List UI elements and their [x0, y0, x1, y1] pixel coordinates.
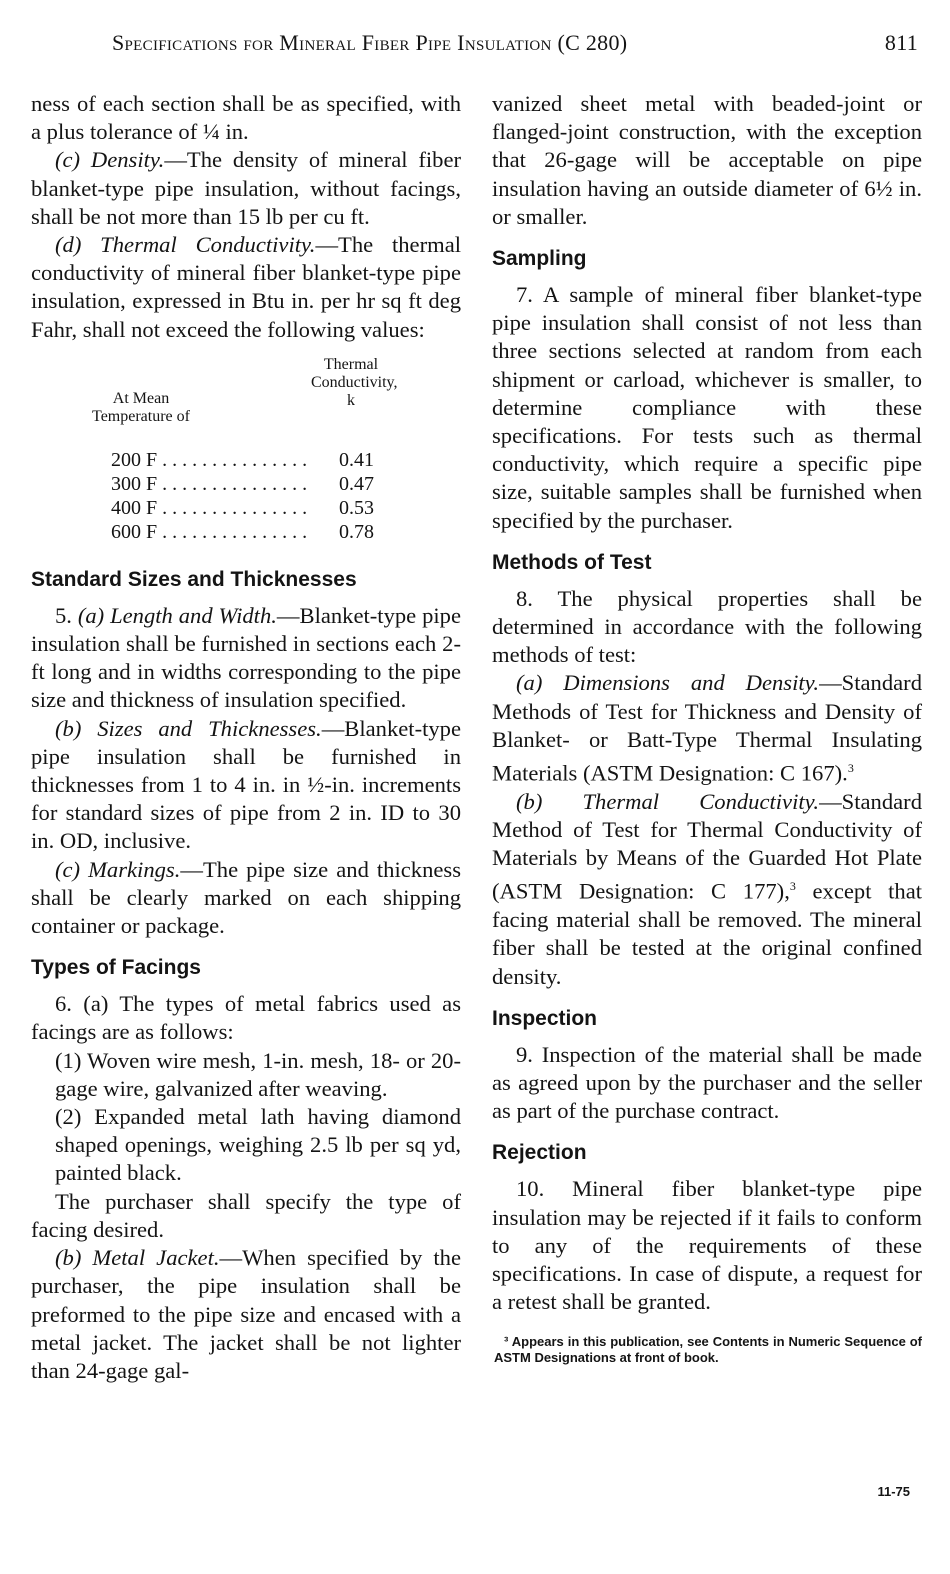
table-row [111, 520, 411, 550]
footnote-marker: 3 [847, 761, 854, 776]
dimensions-density-text: —Standard Methods of Test for Thickness and Density of Blanket- or Batt-Type Thermal Insulating Materials (ASTM Designation: C 167). [492, 670, 922, 786]
table-cell-value: 0.47 [339, 472, 374, 495]
table-cell-temp: 200 F . . . . . . . . . . . . . . . [111, 448, 308, 471]
sizes-thicknesses-label: (b) Sizes and Thicknesses. [55, 715, 322, 741]
page-number: 811 [884, 30, 918, 55]
paragraph-sizes-thicknesses [31, 715, 461, 856]
paragraph-expanded-lath: (2) Expanded metal lath having diamond shaped openings, weighing 2.5 lb per sq yd, painted black. [55, 1104, 461, 1186]
paragraph-rejection: 10. Mineral fiber blanket-type pipe insulation may be rejected if it fails to conform to any of the requirements of these specifications. In case of dispute, a request for a retest shall be granted. [492, 1176, 922, 1315]
thermal-method-text: —Standard Method of Test for Thermal Conductivity of Materials by Means of the Guarded Hot Plate (ASTM Designation: C 177), [492, 788, 922, 904]
metal-jacket-text: —When specified by the purchaser, the pipe insulation shall be preformed to the pipe size and encased with a metal jacket. The jacket shall be not lighter than 24-gage gal- [31, 1245, 461, 1383]
header-title: Specifications for Mineral Fiber Pipe Insulation (C 280) [112, 30, 628, 55]
table-header-temperature: At Mean Temperature of [92, 389, 190, 425]
heading-standard-sizes: Standard Sizes and Thicknesses [31, 567, 357, 591]
paragraph-thickness-continued: ness of each section shall be as specified, with a plus tolerance of ¼ in. [31, 91, 461, 145]
table-cell-temp: 600 F . . . . . . . . . . . . . . . [111, 520, 308, 543]
paragraph-markings [31, 856, 461, 941]
paragraph-length-width [31, 602, 461, 715]
paragraph-dimensions-density [492, 669, 922, 787]
density-label: (c) Density. [55, 147, 165, 173]
table-header-conductivity: Thermal Conductivity, k [311, 355, 398, 409]
thermal-method-text-2: except that facing material shall be removed. The mineral fiber shall be tested at the original confined density. [492, 878, 922, 989]
paragraph-methods: 8. The physical properties shall be determined in accordance with the following methods of test: [492, 585, 922, 668]
markings-text: —The pipe size and thickness shall be clearly marked on each shipping container or package. [31, 856, 461, 939]
paragraph-thermal-conductivity [31, 231, 461, 344]
thermal-conductivity-label: (d) Thermal Conductivity. [55, 232, 316, 258]
sizes-thicknesses-text: —Blanket-type pipe insulation shall be furnished in thicknesses from 1 to 4 in. in ½-in. increments for standard sizes of pipe from 2 in. ID to 30 in. OD, inclusive. [31, 715, 461, 854]
table-cell-value: 0.53 [339, 496, 374, 519]
dimensions-density-label: (a) Dimensions and Density. [516, 670, 820, 696]
table-cell-value: 0.78 [339, 520, 374, 543]
running-header [112, 30, 918, 70]
heading-inspection: Inspection [492, 1006, 598, 1030]
paragraph-jacket-continued: vanized sheet metal with beaded-joint or flanged-joint construction, with the exception that 26-gage will be acceptable on pipe insulation having an outside diameter of 6½ in. or smaller. [492, 91, 922, 229]
folio: 11-75 [877, 1484, 910, 1499]
table-cell-temp: 400 F . . . . . . . . . . . . . . . [111, 496, 308, 519]
paragraph-woven-wire: (1) Woven wire mesh, 1-in. mesh, 18- or 20-gage wire, galvanized after weaving. [55, 1047, 461, 1101]
paragraph-facing-types: 6. (a) The types of metal fabrics used as facings are as follows: [31, 991, 461, 1045]
section-number: 5. [55, 602, 78, 628]
footnote-marker: 3 [789, 879, 796, 894]
markings-label: (c) Markings. [55, 856, 181, 882]
thermal-conductivity-text: —The thermal conductivity of mineral fiber blanket-type pipe insulation, expressed in Btu in. per hr sq ft deg Fahr, shall not exceed the following values: [31, 232, 461, 342]
paragraph-thermal-method [492, 788, 922, 991]
table-cell-temp: 300 F . . . . . . . . . . . . . . . [111, 472, 308, 495]
paragraph-purchaser-facing: The purchaser shall specify the type of facing desired. [31, 1188, 461, 1242]
table-cell-value: 0.41 [339, 448, 374, 471]
conductivity-table [31, 356, 461, 552]
thermal-method-label: (b) Thermal Conductivity. [516, 788, 820, 814]
heading-methods-of-test: Methods of Test [492, 550, 652, 574]
density-text: —The density of mineral fiber blanket-type pipe insulation, without facings, shall be not more than 15 lb per cu ft. [31, 147, 461, 229]
paragraph-metal-jacket [31, 1244, 461, 1385]
left-column [31, 90, 461, 1385]
heading-types-of-facings: Types of Facings [31, 956, 201, 980]
paragraph-inspection: 9. Inspection of the material shall be made as agreed upon by the purchaser and the seller as part of the purchase contract. [492, 1041, 922, 1124]
paragraph-density [31, 146, 461, 231]
paragraph-sampling: 7. A sample of mineral fiber blanket-type pipe insulation shall consist of not less than three sections selected at random from each shipment or carload, whichever is smaller, to determine compliance with these specifications. For tests such as thermal conductivity, which require a specific pipe size, suitable samples shall be furnished when specified by the purchaser. [492, 282, 922, 533]
length-width-text: —Blanket-type pipe insulation shall be furnished in sections each 2-ft long and in widths corresponding to the pipe size and thickness of insulation specified. [31, 602, 461, 713]
length-width-label: (a) Length and Width. [77, 602, 277, 628]
heading-rejection: Rejection [492, 1141, 587, 1165]
metal-jacket-label: (b) Metal Jacket. [55, 1245, 220, 1271]
right-column [492, 90, 922, 1366]
heading-sampling: Sampling [492, 247, 587, 271]
footnote: ³ Appears in this publication, see Contents in Numeric Sequence of ASTM Designations at front of book. [494, 1334, 922, 1366]
